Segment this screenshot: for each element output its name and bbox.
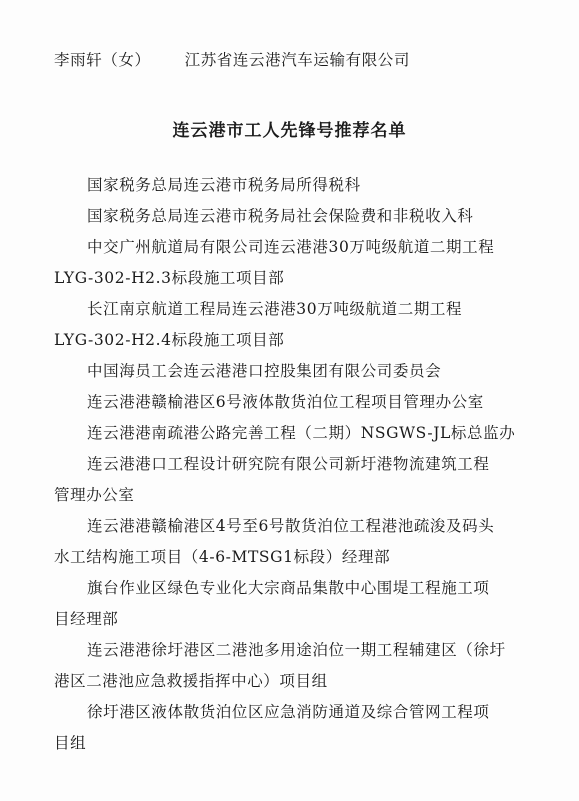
list-item bbox=[54, 573, 534, 635]
list-item-text: 连云港港口工程设计研究院有限公司新圩港物流建筑工程 bbox=[87, 455, 490, 473]
list-item bbox=[54, 201, 534, 232]
list-item-continuation: 港区二港池应急救援指挥中心）项目组 bbox=[54, 672, 328, 690]
list-item-text: 连云港港南疏港公路完善工程（二期）NSGWS-JL标总监办 bbox=[87, 424, 516, 442]
list-item bbox=[54, 232, 534, 294]
list-item-text: 长江南京航道工程局连云港港30万吨级航道二期工程 bbox=[87, 300, 463, 318]
list-item-text: 连云港港徐圩港区二港池多用途泊位一期工程辅建区（徐圩 bbox=[87, 641, 506, 659]
page-title: 连云港市工人先锋号推荐名单 bbox=[172, 121, 407, 141]
list-item-text: 国家税务总局连云港市税务局所得税科 bbox=[87, 176, 361, 194]
list-item-text: 旗台作业区绿色专业化大宗商品集散中心围堤工程施工项 bbox=[87, 579, 490, 597]
awardee-company: 江苏省连云港汽车运输有限公司 bbox=[184, 51, 411, 69]
list-item-continuation: LYG-302-H2.3标段施工项目部 bbox=[54, 269, 285, 287]
list-item bbox=[54, 511, 534, 573]
list-item bbox=[54, 387, 534, 418]
list-item-continuation: 水工结构施工项目（4-6-MTSG1标段）经理部 bbox=[54, 548, 391, 566]
list-item-text: 中交广州航道局有限公司连云港港30万吨级航道二期工程 bbox=[87, 238, 495, 256]
list-item bbox=[54, 449, 534, 511]
list-item-continuation: LYG-302-H2.4标段施工项目部 bbox=[54, 331, 285, 349]
list-item bbox=[54, 356, 534, 387]
list-item bbox=[54, 418, 534, 449]
list-item-text: 国家税务总局连云港市税务局社会保险费和非税收入科 bbox=[87, 207, 474, 225]
list-item bbox=[54, 170, 534, 201]
list-item-continuation: 目组 bbox=[54, 734, 87, 752]
awardee-name: 李雨轩（女） bbox=[54, 51, 151, 69]
list-item-text: 徐圩港区液体散货泊位区应急消防通道及综合管网工程项 bbox=[87, 703, 490, 721]
list-item-text: 中国海员工会连云港港口控股集团有限公司委员会 bbox=[87, 362, 442, 380]
awardee-line bbox=[54, 48, 549, 70]
list-item-continuation: 目经理部 bbox=[54, 610, 119, 628]
nominee-list bbox=[54, 170, 534, 759]
list-item bbox=[54, 635, 534, 697]
list-item-continuation: 管理办公室 bbox=[54, 486, 135, 504]
list-item bbox=[54, 294, 534, 356]
list-item-text: 连云港港赣榆港区6号液体散货泊位工程项目管理办公室 bbox=[87, 393, 484, 411]
list-item-text: 连云港港赣榆港区4号至6号散货泊位工程港池疏浚及码头 bbox=[87, 517, 495, 535]
list-item bbox=[54, 697, 534, 759]
